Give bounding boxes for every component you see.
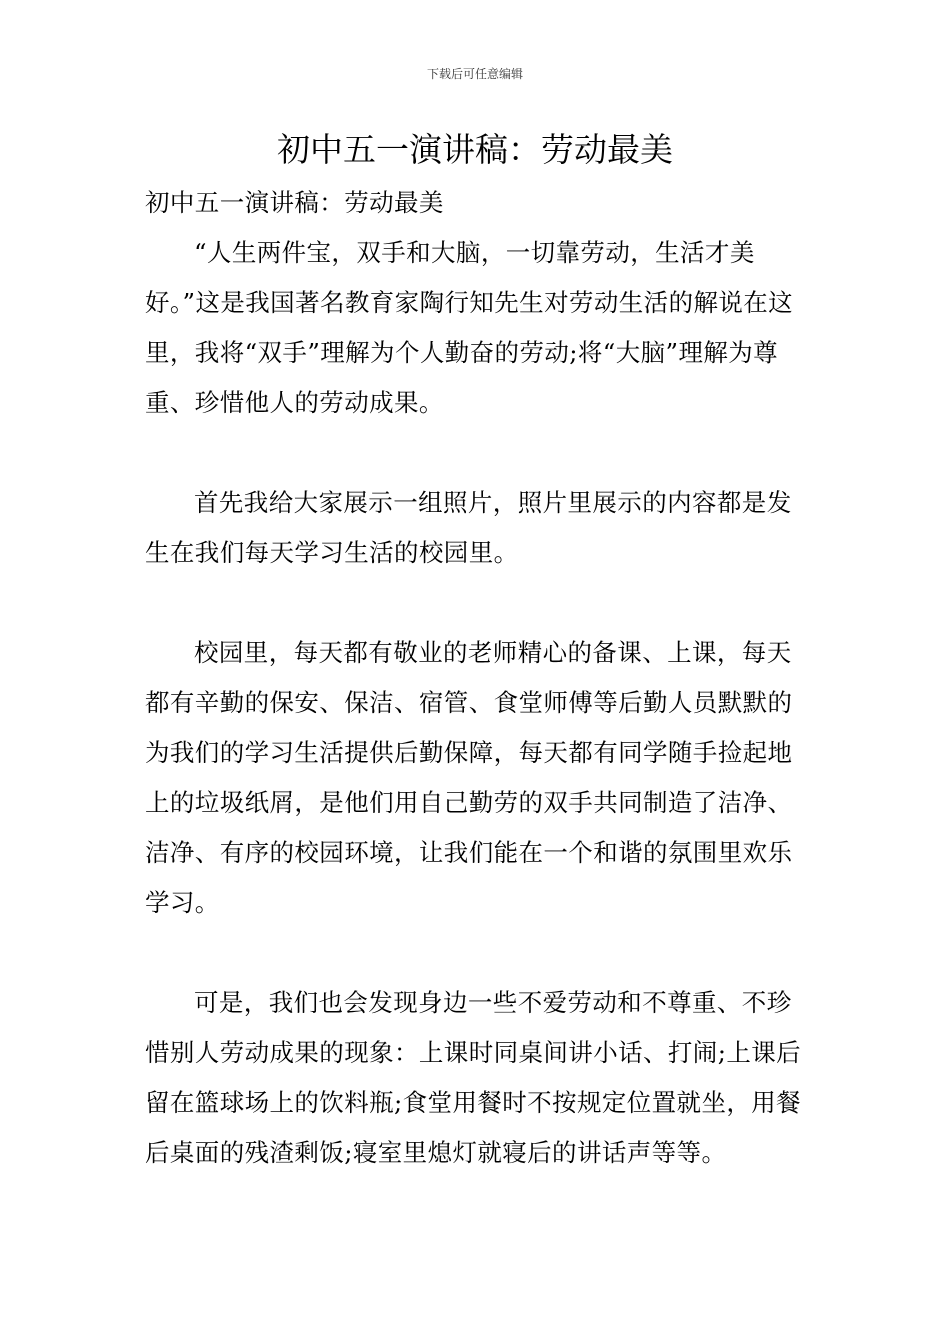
document-title: 初中五一演讲稿：劳动最美 [277, 130, 673, 169]
paragraph-2: 首先我给大家展示一组照片，照片里展示的内容都是发生在我们每天学习生活的校园里。 [145, 488, 792, 567]
paragraph-gap [145, 578, 813, 628]
paragraph-gap [145, 428, 813, 478]
paragraph-gap [145, 928, 813, 978]
paragraph-4: 可是，我们也会发现身边一些不爱劳动和不尊重、不珍惜别人劳动成果的现象：上课时同桌间讲小话、打闹;上课后留在篮球场上的饮料瓶;食堂用餐时不按规定位置就坐，用餐后桌面的残渣剩饭;寝室里熄灯就寝后的讲话声等等。 [145, 988, 802, 1167]
paragraph-3: 校园里，每天都有敬业的老师精心的备课、上课，每天都有辛勤的保安、保洁、宿管、食堂师傅等后勤人员默默的为我们的学习生活提供后勤保障，每天都有同学随手捡起地上的垃圾纸屑，是他们用自己勤劳的双手共同制造了洁净、洁净、有序的校园环境，让我们能在一个和谐的氛围里欢乐学习。 [145, 638, 793, 917]
document-body [145, 178, 813, 1178]
header-note: 下载后可任意编辑 [426, 67, 523, 81]
document-subtitle: 初中五一演讲稿：劳动最美 [145, 188, 444, 217]
paragraph-1: “人生两件宝，双手和大脑，一切靠劳动，生活才美好。”这是我国著名教育家陶行知先生对劳动生活的解说在这里，我将“双手”理解为个人勤奋的劳动;将“大脑”理解为尊重、珍惜他人的劳动成果。 [145, 238, 794, 417]
